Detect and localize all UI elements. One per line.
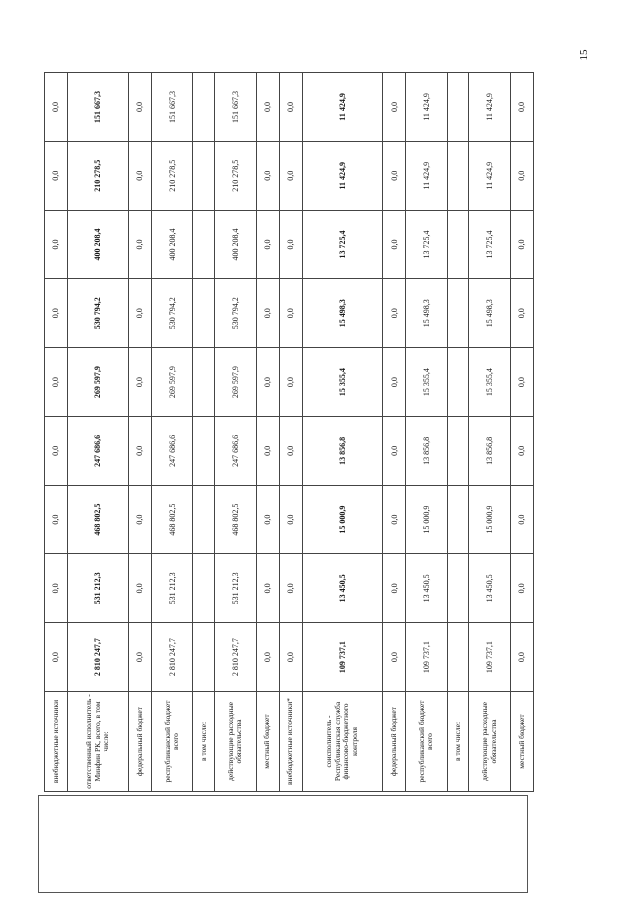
table-row [447, 73, 469, 792]
row-label: республиканский бюджет всего [406, 692, 447, 792]
table-cell: 0,0 [45, 623, 68, 692]
table-cell: 15 355,4 [406, 348, 447, 417]
table-cell: 0,0 [383, 416, 406, 485]
table-row [128, 73, 151, 792]
table-cell: 530 794,2 [68, 279, 129, 348]
table-cell: 0,0 [256, 554, 279, 623]
row-label: местный бюджет [510, 692, 533, 792]
row-label: в том числе: [447, 692, 469, 792]
table-cell: 400 208,4 [215, 210, 256, 279]
table-cell: 11 424,9 [406, 73, 447, 142]
table-cell: 0,0 [128, 141, 151, 210]
table-cell: 15 355,4 [302, 348, 382, 417]
table-cell: 0,0 [256, 73, 279, 142]
table-cell: 468 802,5 [215, 485, 256, 554]
table-cell: 11 424,9 [302, 73, 382, 142]
table-cell [447, 210, 469, 279]
table-cell: 0,0 [45, 141, 68, 210]
table-cell: 0,0 [279, 73, 302, 142]
table-cell: 13 725,4 [302, 210, 382, 279]
table-cell: 0,0 [510, 279, 533, 348]
table-cell: 11 424,9 [469, 73, 510, 142]
table-cell [193, 73, 215, 142]
table-cell: 2 810 247,7 [152, 623, 193, 692]
table-cell [193, 416, 215, 485]
table-cell: 0,0 [279, 485, 302, 554]
table-cell: 0,0 [45, 416, 68, 485]
table-cell: 0,0 [510, 623, 533, 692]
table-cell: 0,0 [510, 210, 533, 279]
table-cell [447, 554, 469, 623]
row-label: в том числе: [193, 692, 215, 792]
table-cell: 13 725,4 [469, 210, 510, 279]
table-cell: 11 424,9 [406, 141, 447, 210]
table-cell: 531 212,3 [152, 554, 193, 623]
table-cell: 15 000,9 [406, 485, 447, 554]
table-cell: 269 597,9 [215, 348, 256, 417]
table-cell: 15 000,9 [469, 485, 510, 554]
table-cell [193, 210, 215, 279]
table-cell: 0,0 [510, 554, 533, 623]
table-cell: 0,0 [128, 416, 151, 485]
funding-table [44, 72, 534, 792]
table-cell: 109 737,1 [469, 623, 510, 692]
table-cell: 0,0 [510, 416, 533, 485]
left-empty-column-box [38, 795, 528, 893]
table-cell: 13 450,5 [302, 554, 382, 623]
table-cell: 0,0 [510, 73, 533, 142]
table-cell: 0,0 [383, 279, 406, 348]
table-cell: 0,0 [279, 623, 302, 692]
table-cell: 0,0 [256, 485, 279, 554]
table-cell: 0,0 [128, 210, 151, 279]
table-cell: 210 278,5 [68, 141, 129, 210]
table-row [45, 73, 68, 792]
table-cell [193, 485, 215, 554]
table-cell: 0,0 [45, 348, 68, 417]
table-cell: 0,0 [256, 623, 279, 692]
table-cell: 0,0 [510, 141, 533, 210]
table-cell: 15 498,3 [302, 279, 382, 348]
table-cell: 0,0 [128, 279, 151, 348]
table-cell [193, 279, 215, 348]
table-cell: 0,0 [279, 348, 302, 417]
row-label: внебюджетные источники [45, 692, 68, 792]
table-cell: 15 498,3 [469, 279, 510, 348]
table-cell [447, 141, 469, 210]
table-cell [193, 141, 215, 210]
table-cell: 109 737,1 [406, 623, 447, 692]
table-cell: 2 810 247,7 [68, 623, 129, 692]
table-cell: 11 424,9 [302, 141, 382, 210]
table-cell: 0,0 [128, 73, 151, 142]
table-cell: 0,0 [128, 623, 151, 692]
table-cell: 151 667,3 [215, 73, 256, 142]
table-cell: 531 212,3 [68, 554, 129, 623]
table-cell: 0,0 [279, 210, 302, 279]
table-row [193, 73, 215, 792]
table-cell: 530 794,2 [215, 279, 256, 348]
table-cell: 247 686,6 [152, 416, 193, 485]
rotated-table-frame [44, 72, 534, 792]
table-row [302, 73, 382, 792]
table-cell: 269 597,9 [68, 348, 129, 417]
table-cell: 0,0 [383, 210, 406, 279]
table-row [469, 73, 510, 792]
table-cell: 247 686,6 [68, 416, 129, 485]
table-cell: 109 737,1 [302, 623, 382, 692]
row-label: действующие расходные обязательства [215, 692, 256, 792]
table-cell: 0,0 [510, 348, 533, 417]
table-cell: 247 686,6 [215, 416, 256, 485]
table-cell: 0,0 [45, 210, 68, 279]
left-box-bottom-border [39, 892, 527, 893]
table-cell: 13 725,4 [406, 210, 447, 279]
table-cell: 2 810 247,7 [215, 623, 256, 692]
table-cell [447, 416, 469, 485]
table-cell: 468 802,5 [68, 485, 129, 554]
table-cell: 15 000,9 [302, 485, 382, 554]
table-cell: 0,0 [383, 73, 406, 142]
table-row [406, 73, 447, 792]
table-cell: 0,0 [45, 73, 68, 142]
table-cell [447, 348, 469, 417]
row-label: ответственный исполнитель - Минфин РК, всего, в том числе: [68, 692, 129, 792]
table-cell: 0,0 [128, 485, 151, 554]
table-cell [447, 623, 469, 692]
row-label: действующие расходные обязательства [469, 692, 510, 792]
table-cell: 531 212,3 [215, 554, 256, 623]
table-cell [447, 485, 469, 554]
table-cell: 15 355,4 [469, 348, 510, 417]
table-cell [447, 73, 469, 142]
table-cell: 13 856,8 [469, 416, 510, 485]
table-row [279, 73, 302, 792]
table-row [68, 73, 129, 792]
row-label: внебюджетные источники* [279, 692, 302, 792]
table-cell: 0,0 [383, 348, 406, 417]
table-cell [193, 348, 215, 417]
table-cell: 11 424,9 [469, 141, 510, 210]
table-cell: 400 208,4 [152, 210, 193, 279]
table-cell: 151 667,3 [68, 73, 129, 142]
table-cell: 13 856,8 [302, 416, 382, 485]
table-cell: 0,0 [256, 416, 279, 485]
table-cell: 0,0 [256, 348, 279, 417]
table-cell: 0,0 [383, 554, 406, 623]
table-row [215, 73, 256, 792]
table-cell: 0,0 [510, 485, 533, 554]
table-cell: 0,0 [383, 623, 406, 692]
table-cell: 0,0 [45, 554, 68, 623]
table-cell: 400 208,4 [68, 210, 129, 279]
row-label: федеральный бюджет [128, 692, 151, 792]
table-cell [193, 554, 215, 623]
table-cell: 468 802,5 [152, 485, 193, 554]
table-cell: 0,0 [279, 554, 302, 623]
table-row [256, 73, 279, 792]
table-cell [447, 279, 469, 348]
table-cell: 0,0 [256, 279, 279, 348]
table-cell: 530 794,2 [152, 279, 193, 348]
table-cell: 0,0 [279, 279, 302, 348]
table-cell: 0,0 [256, 210, 279, 279]
table-cell: 0,0 [279, 416, 302, 485]
page-number: 15 [578, 49, 590, 61]
table-cell: 0,0 [383, 141, 406, 210]
table-cell: 0,0 [128, 348, 151, 417]
table-cell [193, 623, 215, 692]
table-cell: 210 278,5 [152, 141, 193, 210]
table-cell: 13 450,5 [469, 554, 510, 623]
table-cell: 0,0 [279, 141, 302, 210]
row-label: федеральный бюджет [383, 692, 406, 792]
table-row [510, 73, 533, 792]
rotated-table-wrapper [44, 72, 534, 792]
row-label: местный бюджет [256, 692, 279, 792]
table-cell: 210 278,5 [215, 141, 256, 210]
table-cell: 151 667,3 [152, 73, 193, 142]
table-cell: 0,0 [45, 279, 68, 348]
table-row [383, 73, 406, 792]
table-cell: 269 597,9 [152, 348, 193, 417]
table-cell: 13 856,8 [406, 416, 447, 485]
table-cell: 0,0 [383, 485, 406, 554]
table-row [152, 73, 193, 792]
table-cell: 0,0 [256, 141, 279, 210]
row-label: республиканский бюджет всего [152, 692, 193, 792]
row-label: соисполнитель - Республиканская служба финансово-бюджетного контроля [302, 692, 382, 792]
table-cell: 0,0 [128, 554, 151, 623]
table-cell: 13 450,5 [406, 554, 447, 623]
table-cell: 0,0 [45, 485, 68, 554]
table-cell: 15 498,3 [406, 279, 447, 348]
